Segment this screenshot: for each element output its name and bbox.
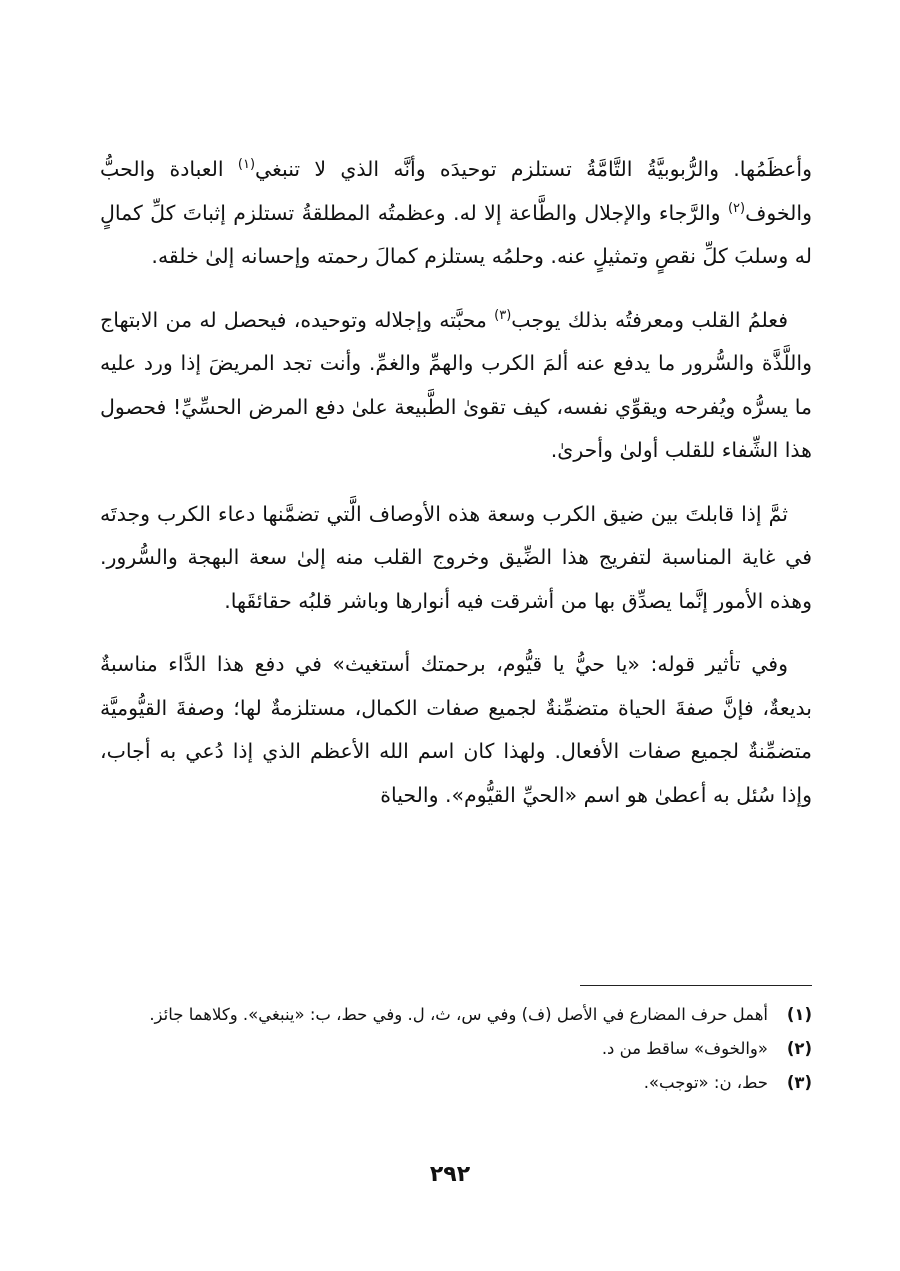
footnote-divider: [580, 985, 812, 986]
footnote-1-number: (١): [786, 1005, 812, 1024]
footnote-1: [100, 998, 812, 1032]
page-number: ٢٩٢: [429, 1162, 471, 1187]
main-text: [100, 148, 812, 963]
paragraph-2-text-b: محبَّته وإجلاله وتوحيده، فيحصل له من الابتهاج واللَّذَّة والسُّرور ما يدفع عنه ألمَ الكرب والهمِّ والغمِّ. وأنت تجد المريضَ إذا ورد عليه ما يسرُّه ويُفرحه ويقوِّي نفسه، كيف تقوىٰ الطَّبيعة علىٰ دفع المرض الحسِّيِّ! فحصول هذا الشِّفاء للقلب أولىٰ وأحرىٰ.: [100, 307, 812, 462]
footnote-3: [100, 1066, 812, 1100]
paragraph-1: [100, 148, 812, 279]
page-body: [100, 148, 812, 963]
footnote-1-text: أهمل حرف المضارع في الأصل (ف) وفي س، ث، ل. وفي حط، ب: «ينبغي». وكلاهما جائز.: [149, 1005, 768, 1024]
footnote-2-text: «والخوف» ساقط من د.: [601, 1039, 768, 1058]
footnotes: [100, 998, 812, 1100]
paragraph-2-text-a: فعلمُ القلب ومعرفتُه بذلك يوجب: [511, 307, 788, 332]
paragraph-1-text-c: والرَّجاء والإجلال والطَّاعة إلا له. وعظمتُه المطلقةُ تستلزم إثباتَ كلِّ كمالٍ له وسلبَ كلِّ نقصٍ وتمثيلٍ عنه. وحلمُه يستلزم كمالَ رحمته وإحسانه إلىٰ خلقه.: [100, 200, 812, 268]
footnote-3-number: (٣): [786, 1073, 812, 1092]
paragraph-1-text-b: العبادة والحبُّ والخوف: [100, 157, 812, 225]
footnote-ref-2[interactable]: (٢): [727, 200, 746, 216]
paragraph-3: ثمَّ إذا قابلتَ بين ضيق الكرب وسعة هذه الأوصاف الَّتي تضمَّنها دعاء الكرب وجدتَه في غاية المناسبة لتفريج هذا الضِّيق وخروج القلب منه إلىٰ سعة البهجة والسُّرور. وهذه الأمور إنَّما يصدِّق بها من أشرقت فيه أنوارها وباشر قلبُه حقائقَها.: [100, 501, 812, 613]
footnote-ref-3[interactable]: (٣): [494, 307, 512, 323]
footnote-2: [100, 1032, 812, 1066]
footnote-ref-1[interactable]: (١): [237, 157, 256, 173]
paragraph-2: [100, 299, 812, 473]
paragraph-1-text-a: وأعظَمُها. والرُّبوبيَّةُ التَّامَّةُ تستلزم توحيدَه وأنَّه الذي لا تنبغي: [255, 157, 812, 181]
footnote-3-text: حط، ن: «توجب».: [643, 1073, 768, 1092]
paragraph-4: وفي تأثير قوله: «يا حيُّ يا قيُّوم، برحمتك أستغيث» في دفع هذا الدَّاء مناسبةٌ بديعةٌ، فإنَّ صفةَ الحياة متضمِّنةٌ لجميع صفات الكمال، مستلزمةٌ لها؛ وصفةَ القيُّوميَّة متضمِّنةٌ لجميع صفات الأفعال. ولهذا كان اسم الله الأعظم الذي إذا دُعي به أجاب، وإذا سُئل به أعطىٰ هو اسم «الحيِّ القيُّوم». والحياة: [100, 652, 812, 807]
footnote-2-number: (٢): [786, 1039, 812, 1058]
